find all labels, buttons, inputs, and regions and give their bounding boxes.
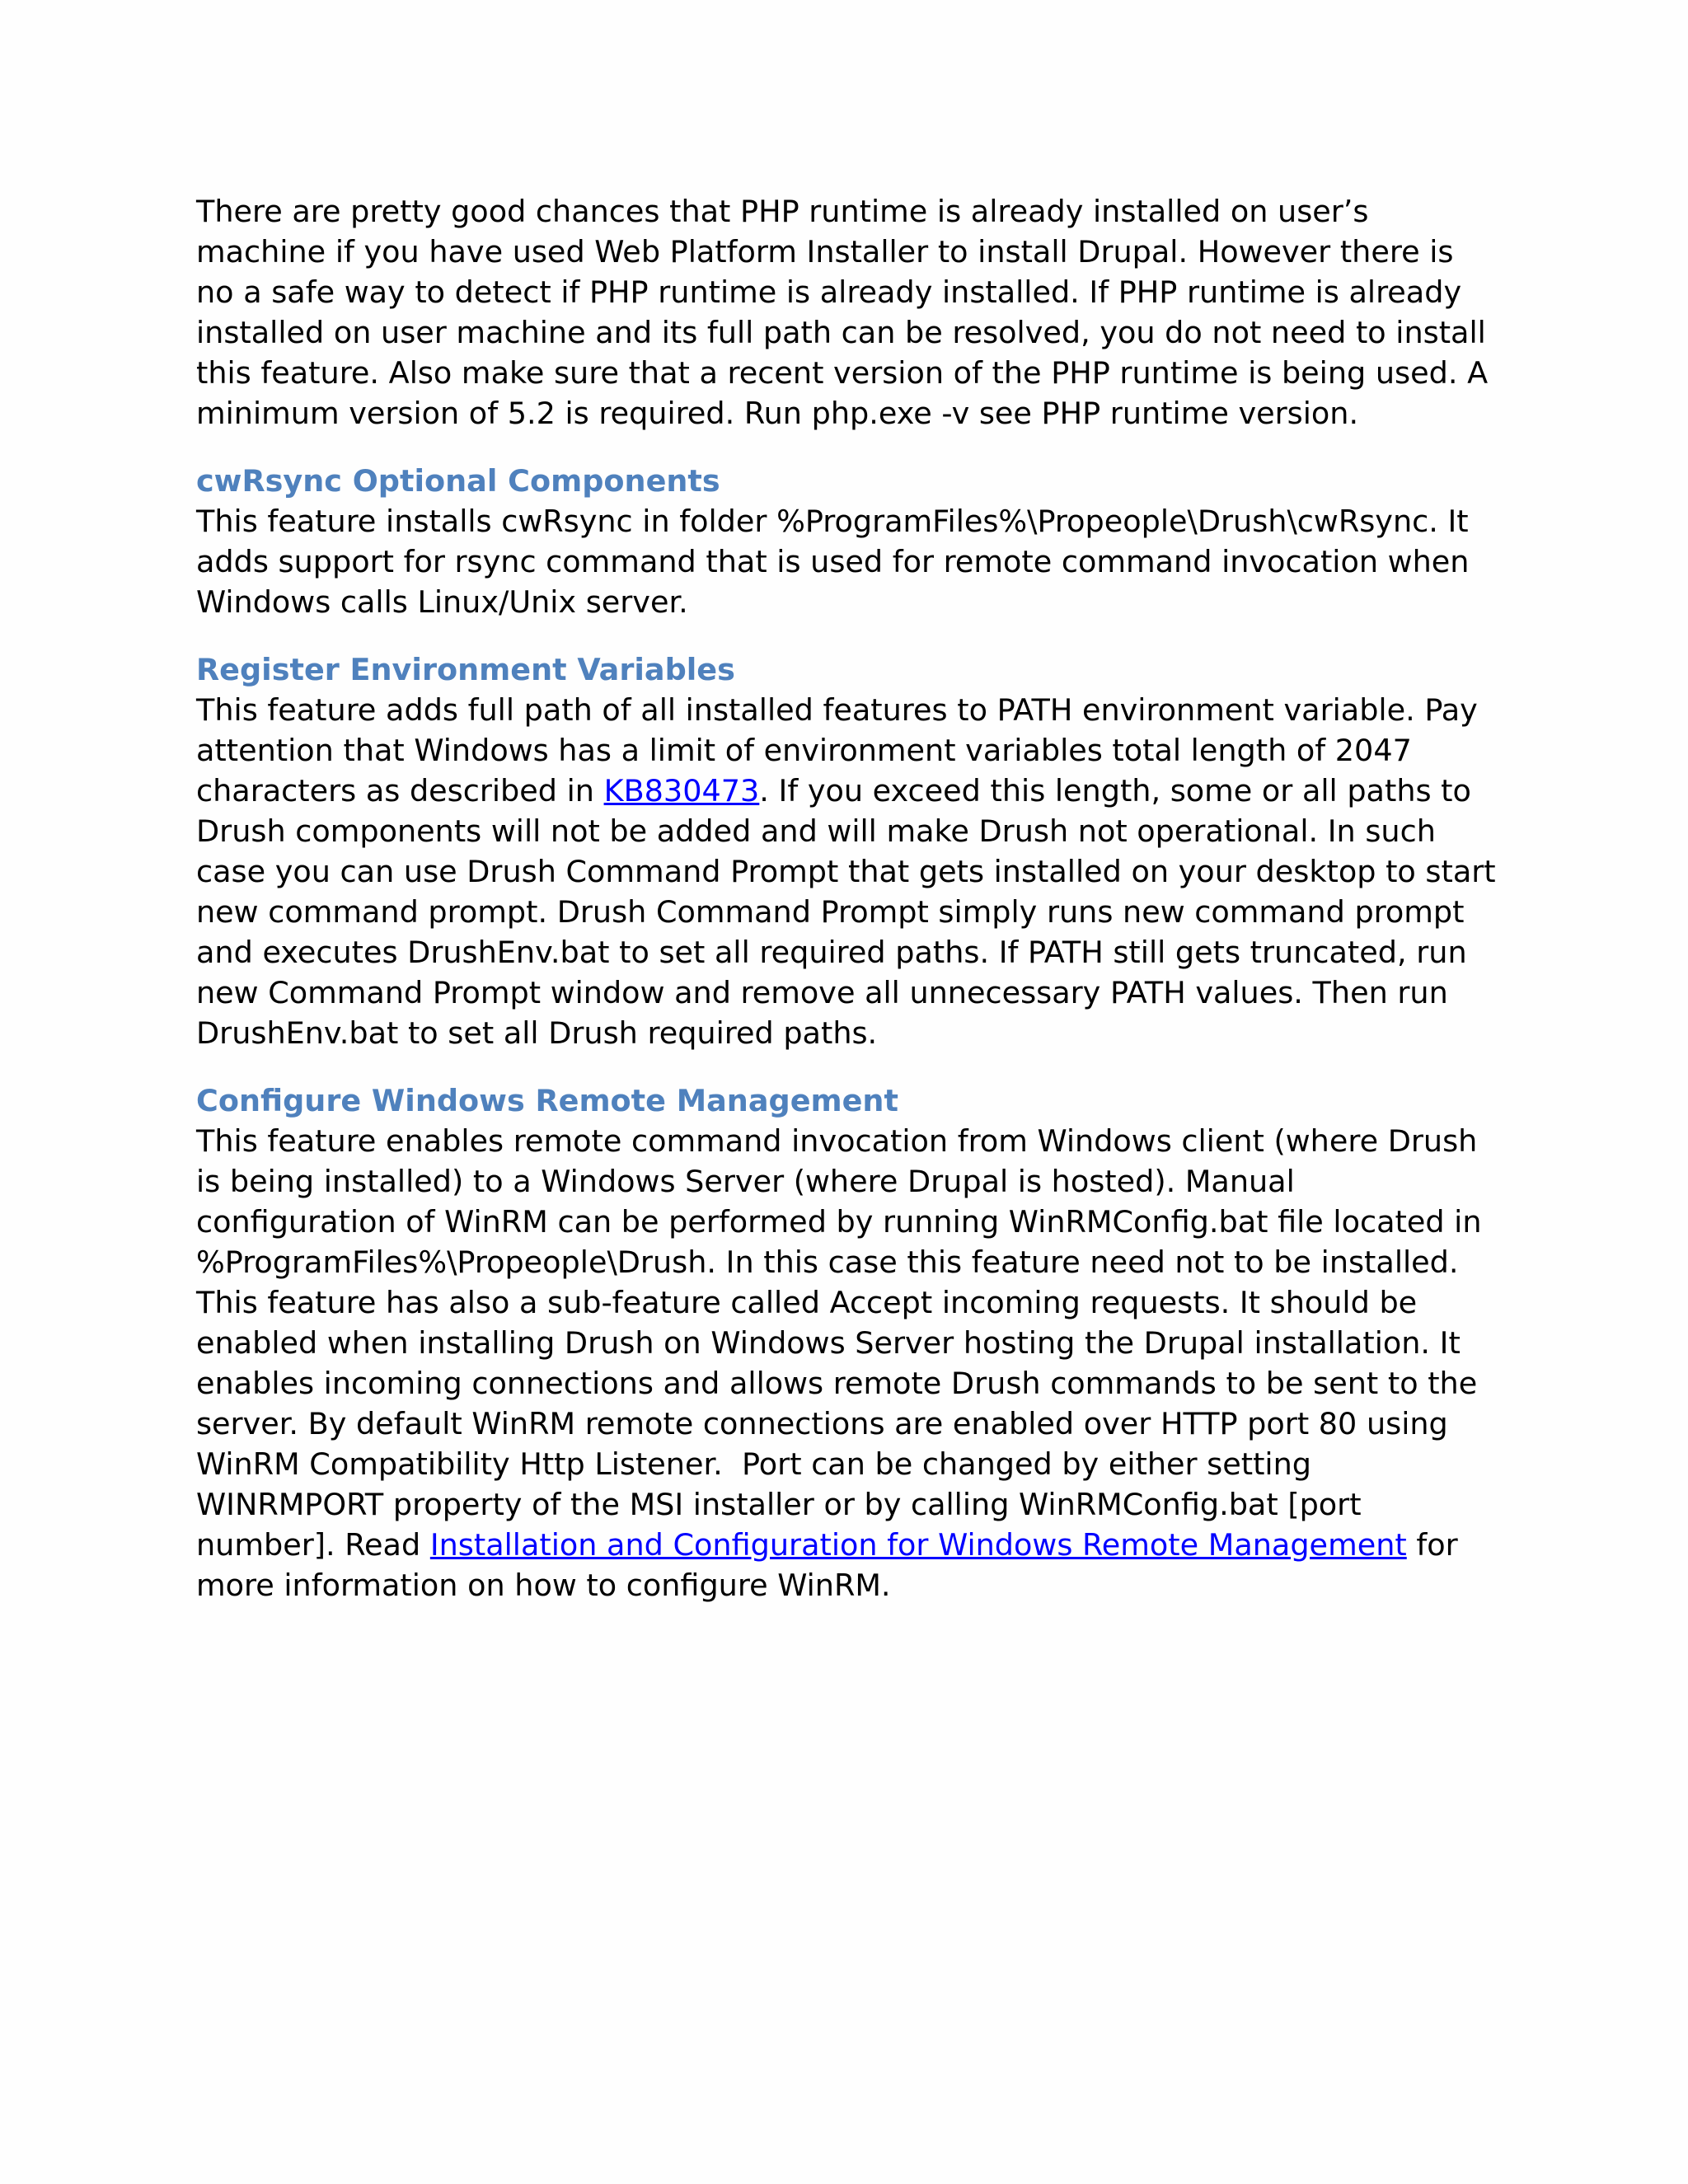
winrm-paragraph	[196, 1121, 1498, 1605]
section-environment-variables	[196, 649, 1498, 1053]
environment-variables-heading: Register Environment Variables	[196, 652, 735, 687]
document-page	[196, 191, 1498, 1633]
winrm-text-after: for more information on how to configure WinRM.	[196, 1527, 1458, 1603]
environment-variables-text-after: . If you exceed this length, some or all paths to Drush components will not be added and will make Drush not operational. In such case you can use Drush Command Prompt that gets installed on your desktop to start new command prompt. Drush Command Prompt simply runs new command prompt and executes DrushEnv.bat to set all required paths. If PATH still gets truncated, run new Command Prompt window and remove all unnecessary PATH values. Then run DrushEnv.bat to set all Drush required paths.	[196, 773, 1496, 1051]
winrm-text-before: This feature enables remote command invocation from Windows client (where Drush is being installed) to a Windows Server (where Drupal is hosted). Manual configuration of WinRM can be performed by running WinRMConfig.bat file located in %ProgramFiles%\Propeople\Drush. In this case this feature need not to be installed. This feature has also a sub-feature called Accept incoming requests. It should be enabled when installing Drush on Windows Server hosting the Drupal installation. It enables incoming connections and allows remote Drush commands to be sent to the server. By default WinRM remote connections are enabled over HTTP port 80 using WinRM Compatibility Http Listener. Port can be changed by either setting WINRMPORT property of the MSI installer or by calling WinRMConfig.bat [port number]. Read	[196, 1123, 1482, 1563]
intro-paragraph: There are pretty good chances that PHP runtime is already installed on user’s machine if you have used Web Platform Installer to install Drupal. However there is no a safe way to detect if PHP runtime is already installed. If PHP runtime is already installed on user machine and its full path can be resolved, you do not need to install this feature. Also make sure that a recent version of the PHP runtime is being used. A minimum version of 5.2 is required. Run php.exe -v see PHP runtime version.	[196, 194, 1489, 431]
section-cwrsync	[196, 461, 1498, 622]
environment-variables-text-before: This feature adds full path of all installed features to PATH environment variable. Pay attention that Windows has a limit of environment variables total length of 2047 characters as described in	[196, 692, 1478, 808]
environment-variables-paragraph	[196, 690, 1498, 1053]
kb830473-link[interactable]: KB830473	[603, 773, 760, 808]
section-winrm	[196, 1080, 1498, 1605]
cwrsync-heading: cwRsync Optional Components	[196, 463, 720, 499]
cwrsync-paragraph: This feature installs cwRsync in folder %ProgramFiles%\Propeople\Drush\cwRsync. It adds support for rsync command that is used for remote command invocation when Windows calls Linux/Unix server.	[196, 504, 1470, 620]
winrm-installation-link[interactable]: Installation and Configuration for Windows Remote Management	[429, 1527, 1407, 1563]
winrm-heading: Configure Windows Remote Management	[196, 1083, 898, 1118]
